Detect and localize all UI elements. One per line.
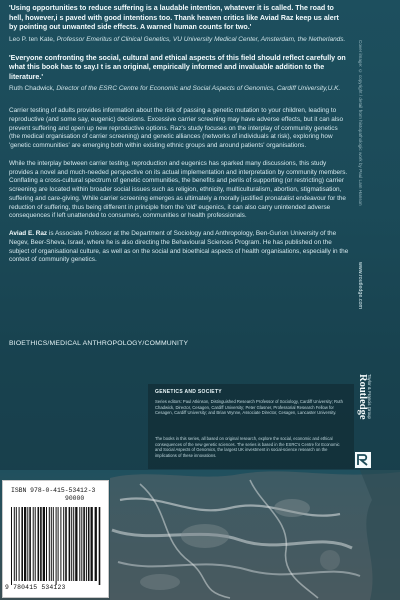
description-paragraph: Carrier testing of adults provides information about the risk of passing a genetic mutation to your children, leading to reproductive (and some say, eugenic) decisions. Excessive carrier screening may have adverse effects, but it can also prevent suffering and open up new reproductive options. Raz's study focuses on the interplay of community genetics (the medical organisation of carrier screening) and genetic alliances (networks of individuals at risk), exploring how 'genetic communities' are emerging both within existing ethnic groups and around patients' organisations. (9, 107, 344, 150)
barcode-bar (29, 507, 31, 581)
barcode-bar (81, 507, 82, 581)
barcode-bar (86, 507, 87, 581)
barcode-bar (58, 507, 59, 581)
price-code: 90000 (65, 495, 85, 502)
cover-text-column (9, 4, 349, 265)
publisher-url: www.routledge.com (357, 262, 363, 310)
barcode-bar (33, 507, 34, 581)
series-title: GENETICS AND SOCIETY (155, 389, 222, 395)
endorser-name: Leo P. ten Kate, (9, 35, 55, 43)
author-bio (9, 230, 349, 265)
barcode-bars (3, 481, 108, 597)
endorser-name: Ruth Chadwick, (9, 85, 55, 93)
endorsement-2 (9, 54, 349, 95)
endorsement-1 (9, 4, 349, 45)
series-editors: Series editors: Paul Atkinson, Distinguished Research Professor of Sociology, Cardiff University; Ruth Chadwick, Director, Cesagen, Cardiff University; Peter Glasner, Professorial Research Fellow for Cesagen, Cardiff University; and Brian Wynne, Associate Director, Cesagen, Lancaster University. (155, 399, 343, 416)
author-name: Aviad E. Raz (9, 230, 48, 238)
isbn-label: ISBN 978-0-415-53412-3 (11, 487, 96, 494)
barcode-bar (35, 507, 36, 581)
barcode-bar (43, 507, 45, 581)
publisher-tagline: Taylor & Francis Group (367, 374, 372, 419)
barcode-bar (49, 507, 50, 581)
barcode-bar (75, 507, 77, 581)
barcode-bar (60, 507, 61, 581)
barcode-bar (56, 507, 57, 585)
barcode-bar (79, 507, 80, 581)
barcode-bar (40, 507, 42, 581)
barcode-number: 9 780415 534123 (5, 584, 66, 591)
barcode-bar (69, 507, 71, 581)
endorser-role: Director of the ESRC Centre for Economic and Social Aspects of Genomics, Cardiff University,U.K. (56, 85, 341, 93)
barcode-bar (99, 507, 101, 585)
barcode-area (2, 480, 109, 598)
barcode-bar (21, 507, 23, 581)
series-description: The books in this series, all based on original research, explore the social, economic and ethical consequences of the new genetic sciences. The series is based in the ESRC's Centre for Economic and Social Aspects of Genomics, the largest UK investment in social-science research on the implications of these innovations. (155, 436, 340, 458)
barcode-bar (38, 507, 40, 581)
barcode-bar (46, 507, 47, 581)
endorsement-quote: 'Using opportunities to reduce suffering is a laudable intention, whatever it is called. The road to hell, however,i s paved with good intentions too. Thank heaven critics like Aviad Raz keep us alert by pointing out unwanted side effects. A warned human counts for two.' (9, 4, 339, 32)
barcode-bar (65, 507, 67, 581)
barcode-bar (24, 507, 26, 581)
barcode-bar (91, 507, 93, 581)
barcode-bar (14, 507, 15, 581)
barcode-bar (53, 507, 54, 581)
series-panel (148, 384, 354, 469)
cover-image-credit: Cover image: © copyright / detail from histopathologic work by Paul Lam Hanson (358, 40, 363, 206)
routledge-logo (353, 374, 375, 470)
endorsement-attribution (9, 36, 349, 45)
description-paragraph: While the interplay between carrier testing, reproduction and eugenics has sparked many discussions, this study provides a novel and much-needed perspective on its actual implementation and interpretation by community members. Conflating a cross-cultural spectrum of genetic communities, the benefits and perils of supporting (or restricting) carrier screening are located within broader social issues such as religion, ethnicity, multiculturalism, abortion, stigmatisation, suffering and care-giving. While carrier screening emerges as ultimately a morally justified pronatalist endeavour for the reduction of suffering, thus being different in principle from the 'old' eugenics, it can also carry unintended adverse consequences if left unattended to consumers, communities or health professionals. (9, 159, 348, 220)
barcode-bar (16, 507, 17, 581)
barcode-bar (19, 507, 20, 581)
author-bio-text: is Associate Professor at the Department of Sociology and Anthropology, Ben-Gurion University of the Negev, Beer-Sheva, Israel, where he is also directing the Behavioural Sciences Program. He has published on the subject of organisational culture, as well as on the social and bioethical aspects of health organisations, especially in the context of community genetics. (9, 230, 349, 264)
barcode-bar (11, 507, 12, 585)
barcode-bar (88, 507, 90, 581)
barcode-bar (95, 507, 97, 581)
endorser-role: Professor Emeritus of Clinical Genetics, VU University Medical Center, Amsterdam, the Netherlands. (56, 35, 346, 43)
barcode-bar (51, 507, 52, 581)
subject-category: BIOETHICS/MEDICAL ANTHROPOLOGY/COMMUNITY (9, 340, 189, 347)
barcode-bar (71, 507, 72, 581)
barcode-bar (83, 507, 85, 581)
barcode-bar (27, 507, 28, 581)
endorsement-quote: 'Everyone confronting the social, cultural and ethical aspects of this field should reflect carefully on what this book has to say.I t is an original, empirically informed and invaluable addition to the literature.' (9, 53, 346, 81)
publisher-name: Routledge (357, 374, 368, 420)
publisher-logo-icon (355, 452, 371, 468)
barcode-bar (73, 507, 74, 581)
endorsement-attribution (9, 85, 349, 94)
barcode-bar (63, 507, 64, 581)
